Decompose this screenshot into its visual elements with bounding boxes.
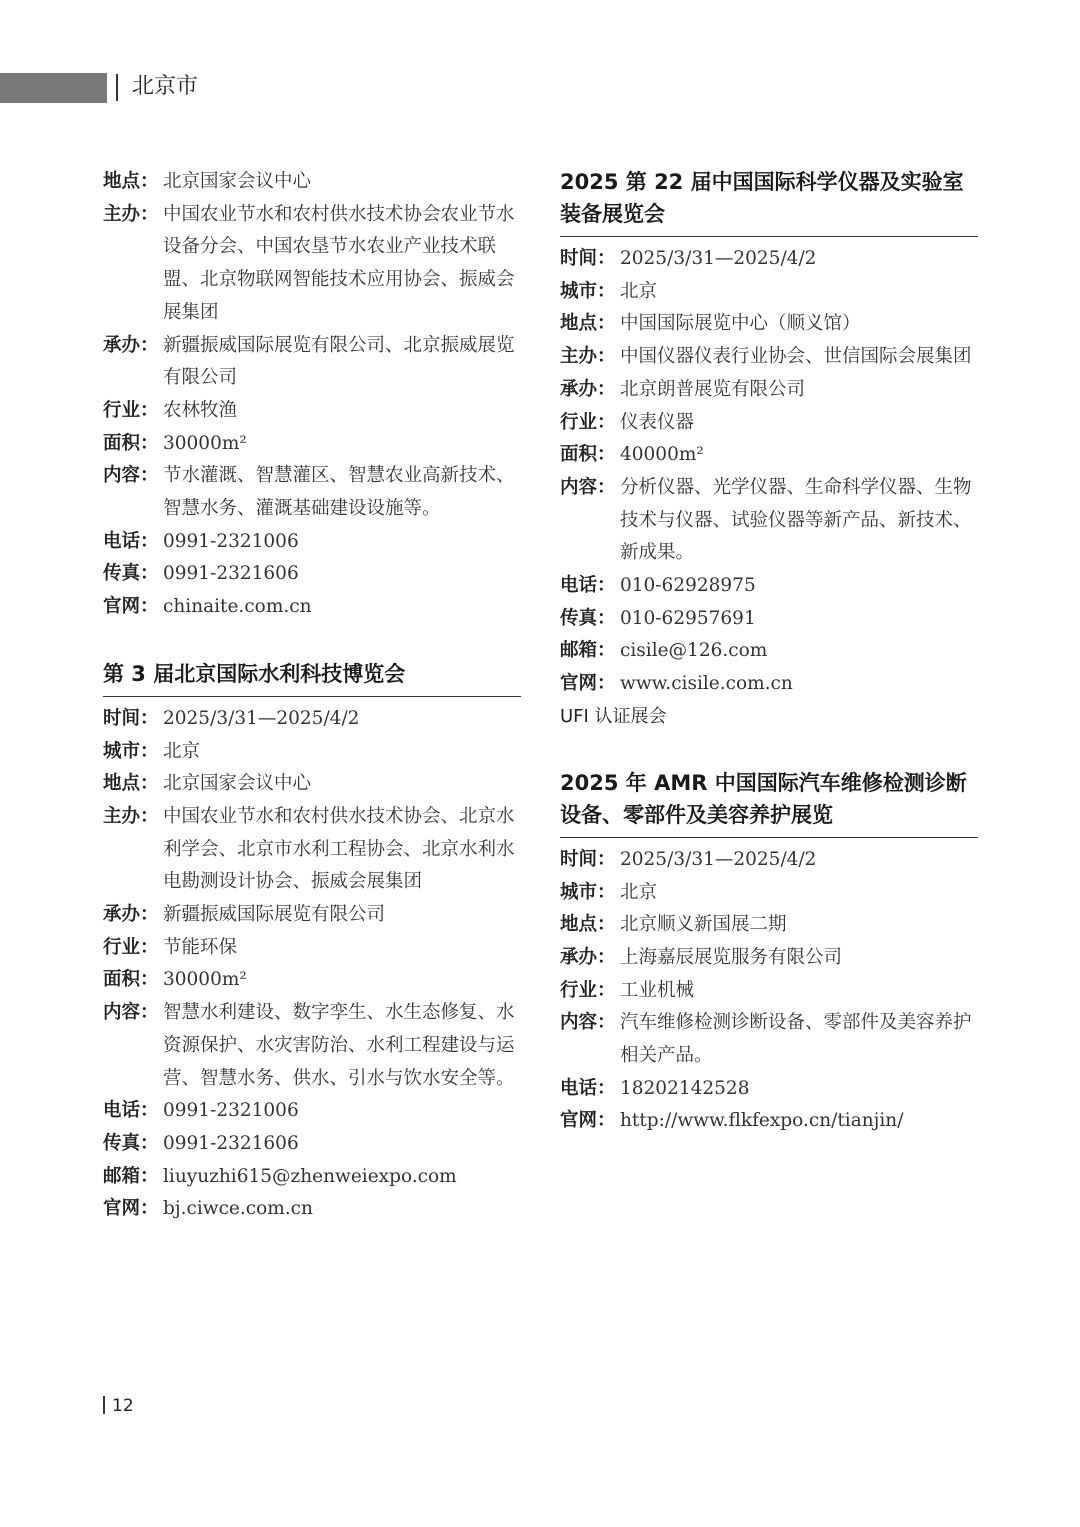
field-label: 行业： — [103, 936, 159, 958]
field-label: 承办： — [560, 946, 616, 968]
field-value: 上海嘉辰展览服务有限公司 — [620, 946, 843, 968]
field-value: liuyuzhi615@zhenweiexpo.com — [163, 1165, 457, 1187]
field-label: 主办： — [103, 805, 159, 827]
field-label: 官网： — [103, 596, 159, 618]
field-value: www.cisile.com.cn — [620, 673, 793, 695]
field-label: 地点： — [560, 313, 616, 335]
left-column — [103, 166, 521, 1226]
header-bar — [0, 73, 107, 103]
field-value: 中国农业节水和农村供水技术协会农业节水设备分会、中国农垦节水农业产业技术联盟、北京物联网智能技术应用协会、振威会展集团 — [163, 203, 515, 323]
field-label: 承办： — [103, 904, 159, 926]
info-row — [103, 428, 521, 461]
right-column — [560, 166, 978, 1138]
field-value: 中国国际展览中心（顺义馆） — [620, 313, 861, 335]
info-row — [560, 374, 978, 407]
event-title: 第 3 届北京国际水利科技博览会 — [103, 658, 521, 697]
field-value: 40000m² — [620, 444, 704, 466]
info-row — [560, 975, 978, 1008]
info-row — [103, 591, 521, 624]
info-row — [560, 570, 978, 603]
info-row — [103, 1095, 521, 1128]
field-value: chinaite.com.cn — [163, 596, 312, 618]
field-label: 邮箱： — [560, 640, 616, 662]
event-continued — [103, 166, 521, 624]
field-value: 2025/3/31—2025/4/2 — [620, 848, 817, 870]
field-value: 18202142528 — [620, 1077, 750, 1099]
info-row — [560, 1073, 978, 1106]
info-row — [560, 909, 978, 942]
info-row — [560, 308, 978, 341]
field-label: 电话： — [103, 1100, 159, 1122]
field-label: 城市： — [560, 881, 616, 903]
field-label: 传真： — [560, 607, 616, 629]
info-row — [560, 1105, 978, 1138]
field-value: 北京国家会议中心 — [163, 171, 312, 192]
field-value: bj.ciwce.com.cn — [163, 1198, 313, 1220]
info-row — [103, 932, 521, 965]
field-label: 面积： — [103, 432, 159, 454]
info-row — [103, 801, 521, 899]
info-row — [103, 166, 521, 199]
info-row — [560, 1007, 978, 1072]
field-value: 智慧水利建设、数字孪生、水生态修复、水资源保护、水灾害防治、水利工程建设与运营、智慧水务、供水、引水与饮水安全等。 — [163, 1002, 515, 1089]
field-value: 北京朗普展览有限公司 — [620, 378, 806, 400]
field-label: 承办： — [103, 334, 159, 356]
field-value: 2025/3/31—2025/4/2 — [163, 707, 360, 729]
field-label: 邮箱： — [103, 1165, 159, 1187]
page-number: 12 — [112, 1396, 134, 1416]
field-label: 城市： — [560, 280, 616, 302]
field-label: 主办： — [103, 203, 159, 225]
field-label: 城市： — [103, 740, 159, 762]
field-value: 2025/3/31—2025/4/2 — [620, 248, 817, 269]
field-value: 0991-2321006 — [163, 530, 299, 552]
info-row — [103, 1161, 521, 1194]
info-row — [103, 1193, 521, 1226]
info-row — [103, 736, 521, 769]
field-label: 内容： — [560, 476, 616, 498]
field-label: 面积： — [560, 444, 616, 466]
info-row — [103, 558, 521, 591]
info-row — [103, 460, 521, 525]
field-value: 仪表仪器 — [620, 411, 695, 433]
info-row — [560, 844, 978, 877]
field-label: 承办： — [560, 378, 616, 400]
field-value: 0991-2321606 — [163, 1132, 299, 1154]
field-label: 行业： — [560, 411, 616, 433]
field-label: 内容： — [103, 465, 159, 487]
field-value: 农林牧渔 — [163, 399, 238, 421]
field-label: 官网： — [560, 673, 616, 695]
field-value: http://www.flkfexpo.cn/tianjin/ — [620, 1110, 904, 1132]
field-value: 北京国家会议中心 — [163, 773, 312, 795]
field-value: 新疆振威国际展览有限公司、北京振威展览有限公司 — [163, 334, 515, 389]
field-value: 北京 — [163, 740, 201, 762]
info-row — [560, 942, 978, 975]
info-row — [103, 703, 521, 736]
section-gap — [560, 733, 978, 767]
info-row — [560, 439, 978, 472]
info-row — [560, 668, 978, 701]
field-label: 电话： — [560, 1077, 616, 1099]
info-row — [560, 635, 978, 668]
info-row — [103, 1128, 521, 1161]
info-row — [560, 243, 978, 276]
field-value: 010-62928975 — [620, 575, 756, 597]
field-label: 主办： — [560, 346, 616, 368]
info-row — [103, 199, 521, 330]
info-row — [103, 899, 521, 932]
footer-divider — [103, 1396, 105, 1414]
field-label: 时间： — [560, 248, 616, 269]
event-title: 2025 第 22 届中国国际科学仪器及实验室装备展览会 — [560, 166, 978, 237]
field-value: 节能环保 — [163, 936, 238, 958]
field-value: 中国农业节水和农村供水技术协会、北京水利学会、北京市水利工程协会、北京水利水电勘测设计协会、振威会展集团 — [163, 805, 515, 893]
event-water-expo — [103, 658, 521, 1226]
info-row — [103, 997, 521, 1095]
field-label: 时间： — [103, 707, 159, 729]
info-row — [560, 603, 978, 636]
field-value: 010-62957691 — [620, 607, 756, 629]
page-header-title: 北京市 — [132, 74, 199, 99]
field-label: 官网： — [103, 1198, 159, 1220]
field-label: 地点： — [103, 773, 159, 795]
field-value: 新疆振威国际展览有限公司 — [163, 904, 386, 926]
field-value: 分析仪器、光学仪器、生命科学仪器、生物技术与仪器、试验仪器等新产品、新技术、新成果。 — [620, 476, 972, 564]
field-label: 面积： — [103, 969, 159, 991]
info-row — [103, 964, 521, 997]
field-label: 官网： — [560, 1110, 616, 1132]
field-value: 30000m² — [163, 432, 247, 454]
field-label: 行业： — [560, 979, 616, 1001]
field-value: 中国仪器仪表行业协会、世信国际会展集团 — [620, 346, 972, 368]
info-row — [560, 877, 978, 910]
event-amr-auto — [560, 767, 978, 1138]
field-value: 0991-2321606 — [163, 563, 299, 585]
ufi-certified-note: UFI 认证展会 — [560, 705, 667, 727]
field-label: 内容： — [560, 1012, 616, 1034]
field-value: 北京顺义新国展二期 — [620, 914, 787, 936]
field-label: 内容： — [103, 1002, 159, 1024]
field-label: 电话： — [560, 575, 616, 597]
info-row — [103, 768, 521, 801]
field-value: 北京 — [620, 881, 658, 903]
info-row — [103, 330, 521, 395]
field-value: 北京 — [620, 280, 658, 302]
field-value: 节水灌溉、智慧灌区、智慧农业高新技术、智慧水务、灌溉基础建设设施等。 — [163, 465, 515, 520]
field-label: 传真： — [103, 563, 159, 585]
field-label: 地点： — [560, 914, 616, 936]
info-row — [560, 276, 978, 309]
field-value: cisile@126.com — [620, 640, 768, 662]
info-row — [560, 472, 978, 570]
field-label: 传真： — [103, 1132, 159, 1154]
field-value: 工业机械 — [620, 979, 695, 1001]
field-label: 地点： — [103, 171, 159, 192]
info-row — [103, 526, 521, 559]
field-value: 汽车维修检测诊断设备、零部件及美容养护相关产品。 — [620, 1012, 972, 1067]
field-label: 行业： — [103, 399, 159, 421]
event-science-instruments — [560, 166, 978, 733]
info-row — [103, 395, 521, 428]
field-label: 时间： — [560, 848, 616, 870]
section-gap — [103, 624, 521, 658]
header-divider — [116, 74, 118, 101]
event-title: 2025 年 AMR 中国国际汽车维修检测诊断设备、零部件及美容养护展览 — [560, 767, 978, 838]
field-label: 电话： — [103, 530, 159, 552]
field-value: 30000m² — [163, 969, 247, 991]
field-value: 0991-2321006 — [163, 1100, 299, 1122]
info-row — [560, 341, 978, 374]
info-row — [560, 407, 978, 440]
